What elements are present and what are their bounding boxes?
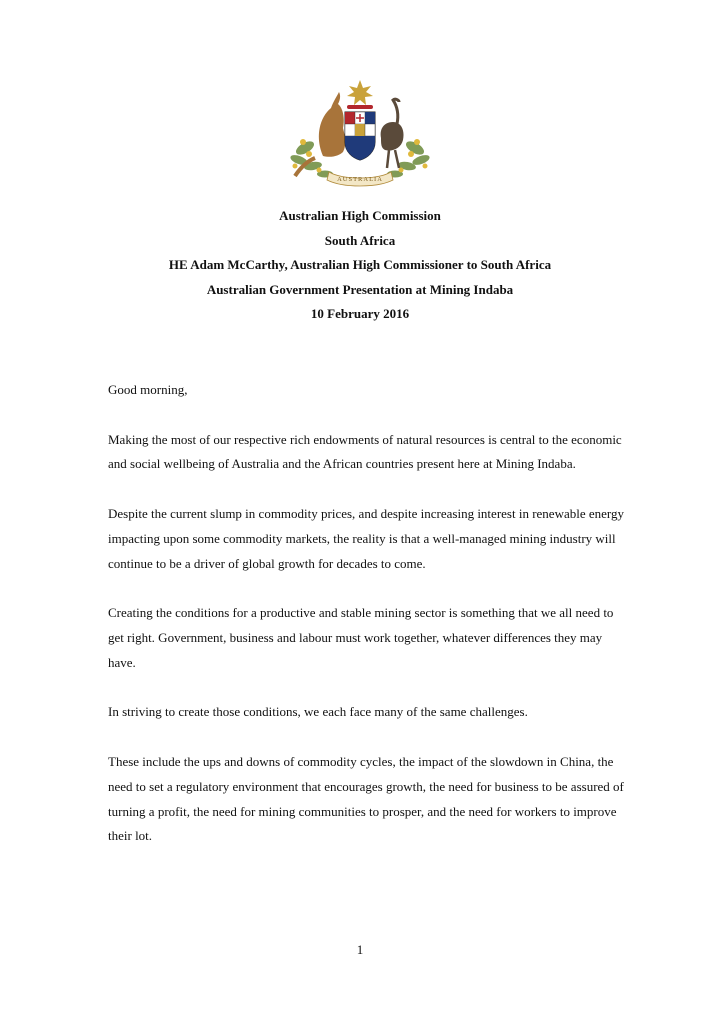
org-name: Australian High Commission [279, 208, 441, 223]
paragraph: Creating the conditions for a productive and stable mining sector is something that we all need to get right. Government, business and labour must work together, whatever differences they may have. [108, 605, 614, 670]
speaker-line: HE Adam McCarthy, Australian High Commissioner to South Africa [168, 257, 552, 272]
event-title: Australian Government Presentation at Mining Indaba [206, 281, 514, 297]
crest-scroll-text: AUSTRALIA [337, 176, 383, 183]
speech-body [108, 378, 628, 874]
paragraph-greeting: Good morning, [108, 382, 188, 397]
australian-coat-of-arms-icon [285, 78, 435, 188]
coat-of-arms-crest [285, 78, 435, 188]
country-name: South Africa [324, 232, 396, 248]
paragraph: In striving to create those conditions, we each face many of the same challenges. [108, 704, 528, 720]
paragraph: Despite the current slump in commodity prices, and despite increasing interest in renewable energy impacting upon some commodity markets, the reality is that a well-managed mining industry will continue to be a driver of global growth for decades to come. [108, 505, 624, 571]
paragraph: These include the ups and downs of commodity cycles, the impact of the slowdown in China, the need to set a regulatory environment that encourages growth, the need for business to be assured of turning a profit, the need for mining communities to prosper, and the need for workers to improve their lot. [108, 753, 624, 844]
document-header [0, 204, 720, 327]
paragraph: Making the most of our respective rich endowments of natural resources is central to the economic and social wellbeing of Australia and the African countries present here at Mining Indaba. [108, 431, 622, 472]
event-date: 10 February 2016 [310, 306, 410, 321]
page-number: 1 [356, 942, 364, 957]
